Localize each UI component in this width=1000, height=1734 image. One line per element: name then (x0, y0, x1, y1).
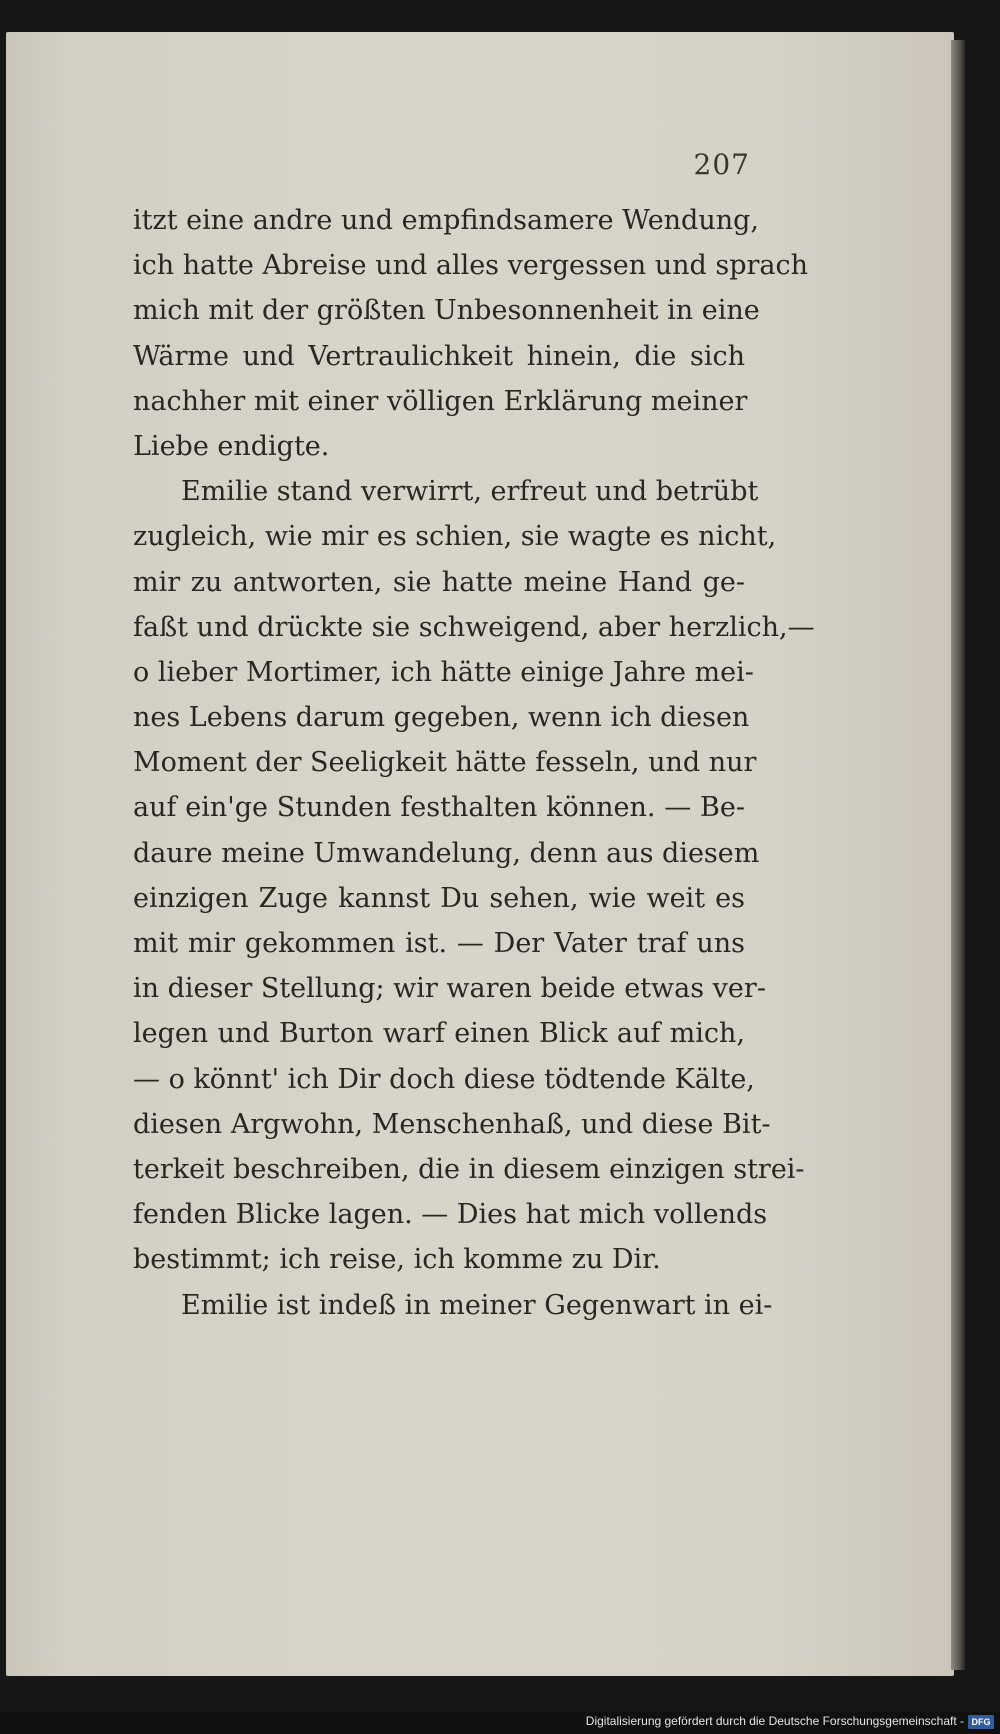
text-line: Wärme und Vertraulichkeit hinein, die sich (133, 340, 745, 372)
text-line: Emilie stand verwirrt, erfreut und betrübt (181, 476, 759, 508)
text-line: auf ein'ge Stunden festhalten können. — Be- (133, 792, 745, 824)
page-edge (951, 40, 965, 1670)
text-line: ich hatte Abreise und alles vergessen und sprach (133, 250, 808, 282)
footer-bar (0, 1712, 1000, 1734)
text-line: Emilie ist indeß in meiner Gegenwart in ei- (181, 1289, 773, 1321)
text-line: zugleich, wie mir es schien, sie wagte es nicht, (133, 521, 777, 553)
page-number: 207 (693, 148, 750, 181)
text-line: o lieber Mortimer, ich hätte einige Jahre mei- (133, 656, 754, 688)
text-line: daure meine Umwandelung, denn aus diesem (133, 837, 760, 869)
text-line: in dieser Stellung; wir waren beide etwas ver- (133, 973, 766, 1005)
text-line: legen und Burton warf einen Blick auf mich, (133, 1018, 745, 1050)
text-line: mir zu antworten, sie hatte meine Hand ge- (133, 566, 745, 598)
text-line: bestimmt; ich reise, ich komme zu Dir. (133, 1244, 661, 1276)
text-line: mich mit der größten Unbesonnenheit in eine (133, 295, 760, 327)
text-line: Moment der Seeligkeit hätte fesseln, und nur (133, 747, 757, 779)
dfg-logo: DFG (968, 1715, 994, 1729)
text-line: nes Lebens darum gegeben, wenn ich diesen (133, 702, 750, 734)
body-text (133, 198, 815, 1328)
text-line: Liebe endigte. (133, 430, 330, 462)
text-line: fenden Blicke lagen. — Dies hat mich vollends (133, 1199, 768, 1231)
text-line: nachher mit einer völligen Erklärung meiner (133, 385, 748, 417)
funding-notice: Digitalisierung gefördert durch die Deutsche Forschungsgemeinschaft - (585, 1714, 964, 1728)
text-line: faßt und drückte sie schweigend, aber herzlich,— (133, 611, 815, 643)
text-line: diesen Argwohn, Menschenhaß, und diese Bit- (133, 1108, 771, 1140)
text-line: terkeit beschreiben, die in diesem einzigen strei- (133, 1153, 805, 1185)
text-line: — o könnt' ich Dir doch diese tödtende Kälte, (133, 1063, 755, 1095)
text-line: mit mir gekommen ist. — Der Vater traf uns (133, 928, 745, 959)
text-line: itzt eine andre und empfindsamere Wendung, (133, 205, 759, 236)
text-line: einzigen Zuge kannst Du sehen, wie weit es (133, 882, 745, 914)
